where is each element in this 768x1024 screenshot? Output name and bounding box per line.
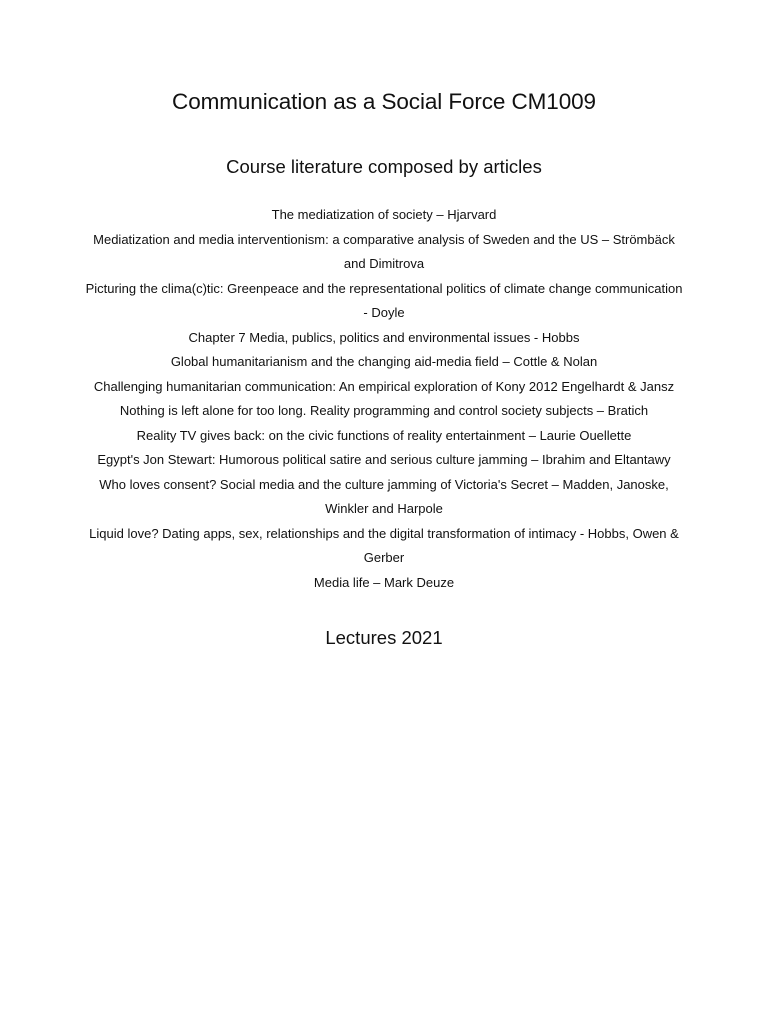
article-item: Egypt's Jon Stewart: Humorous political satire and serious culture jamming – Ibrahim and Eltantawy — [97, 452, 671, 467]
document-title: Communication as a Social Force CM1009 — [172, 89, 596, 114]
article-item: Mediatization and media interventionism: a comparative analysis of Sweden and the US – Strömbäck and Dimitrova — [93, 231, 675, 271]
article-item: Global humanitarianism and the changing aid-media field – Cottle & Nolan — [170, 354, 598, 369]
article-item: Chapter 7 Media, publics, politics and environmental issues - Hobbs — [188, 329, 580, 345]
literature-heading: Course literature composed by articles — [226, 156, 542, 177]
article-list — [84, 203, 684, 595]
article-item: Who loves consent? Social media and the culture jamming of Victoria's Secret – Madden, Janoske, Winkler and Harpole — [99, 476, 669, 516]
article-item: Picturing the clima(c)tic: Greenpeace and the representational politics of climate change communication - Doyle — [85, 280, 683, 320]
article-item: Nothing is left alone for too long. Reality programming and control society subjects – Bratich — [119, 403, 649, 418]
article-item: Challenging humanitarian communication: An empirical exploration of Kony 2012 Engelhardt & Jansz — [93, 378, 675, 394]
article-item: Media life – Mark Deuze — [313, 574, 455, 590]
article-item: The mediatization of society – Hjarvard — [271, 207, 497, 222]
article-item: Liquid love? Dating apps, sex, relationships and the digital transformation of intimacy - Hobbs, Owen & Gerber — [89, 525, 679, 565]
article-item: Reality TV gives back: on the civic functions of reality entertainment – Laurie Ouellette — [136, 427, 632, 443]
lectures-heading: Lectures 2021 — [325, 627, 443, 648]
